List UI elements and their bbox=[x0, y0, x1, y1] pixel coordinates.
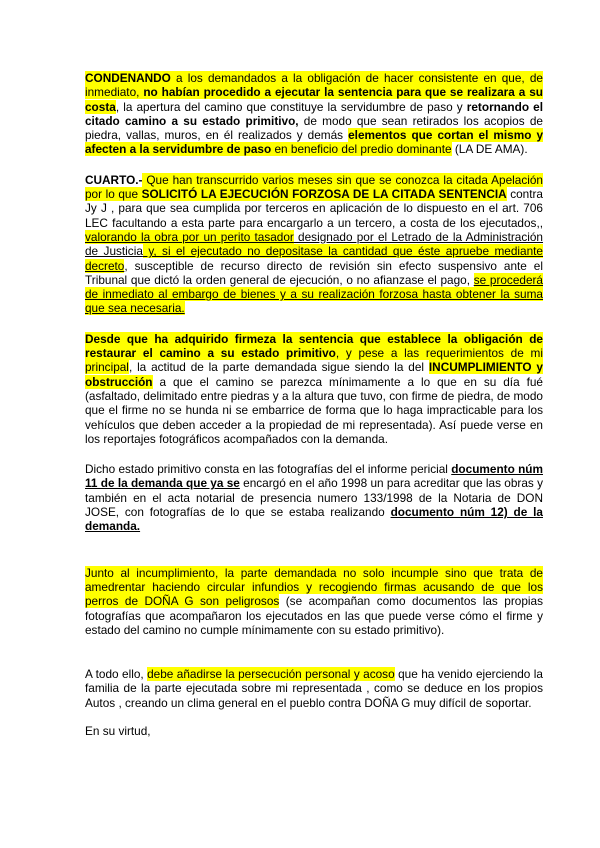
paragraph-cuarto bbox=[85, 173, 543, 316]
paragraph-estado-primitivo bbox=[85, 462, 543, 533]
text-span: documento núm 11 de la demanda que ya se bbox=[85, 462, 543, 491]
text-span: a que el camino se parezca mínimamente a lo que en su día fué (asfaltado, delimitado entre piedras y a la altura que tuvo, con firme de piedra, de modo que el firme no se hunda ni se embarrice de forma que lo haga impracticable para los vehículos que deben acceder a la propiedad de mi representada). Así puede verse en los reportajes fotográficos acompañados con la demanda. bbox=[85, 374, 543, 446]
text-span: (se acompañan como documentos las propias fotografías que acompañaron los ejecutados en las que puede verse cómo el firme y estado del camino no cumple mínimamente con su estado primitivo). bbox=[85, 594, 543, 637]
text-span: debe añadirse la persecución personal y acoso bbox=[147, 667, 395, 682]
text-span: encargó en el año 1998 un para acreditar que las obras y también en el acta notarial de presencia numero 133/1998 de la Notaria de DON JOSE, con fotografías de lo que se estaba realizando bbox=[85, 476, 544, 520]
text-span: en beneficio del predio dominante bbox=[271, 142, 452, 157]
text-span: , la actitud de la parte demandada sigue siendo la del bbox=[128, 360, 429, 375]
text-span: Desde que ha adquirido firmeza la sentencia que establece la obligación de restaurar el camino a su estado primitivo bbox=[85, 331, 543, 361]
text-span: no habían procedido a ejecutar la sentencia para que se realizara a su costa bbox=[85, 85, 543, 114]
paragraph-incumplimiento bbox=[85, 566, 543, 637]
text-span: que ha venido ejerciendo la familia de la parte ejecutada sobre mi representada , como se deduce en los propios Autos , creando un clima general en el pueblo contra DOÑA G muy difícil de soportar. bbox=[85, 667, 543, 710]
text-span: A todo ello, bbox=[85, 667, 148, 682]
text-span: En su virtud, bbox=[85, 723, 151, 738]
text-span: , susceptible de recurso directo de revisión sin efecto suspensivo ante el Tribunal que dictó la orden general de ejecución, o no afianzase el pago, bbox=[85, 258, 543, 287]
text-span: , la apertura del camino que constituye la servidumbre de paso y bbox=[115, 99, 467, 114]
text-span: retornando el citado camino a su estado primitivo, bbox=[85, 99, 543, 128]
text-span: Junto al incumplimiento, la parte demandada no solo incumple sino que trata de amedrentar haciendo circular infundios y recogiendo firmas acusando de que los perros de DOÑA G son peligrosos bbox=[85, 565, 543, 609]
document-page bbox=[85, 71, 543, 738]
paragraph-en-su-virtud bbox=[85, 724, 543, 738]
text-span: elementos que cortan el mismo y afecten a la servidumbre de paso bbox=[85, 128, 544, 157]
text-span: Que han transcurrido varios meses sin que se conozca la citada Apelación por lo que bbox=[85, 172, 543, 202]
text-span: SOLICITÓ LA EJECUCIÓN FORZOSA DE LA CITADA SENTENCIA bbox=[141, 187, 507, 202]
paragraph-firmeza bbox=[85, 332, 543, 446]
text-span: INCUMPLIMIENTO y obstrucción bbox=[85, 360, 543, 389]
text-span: se procederá de inmediato al embargo de bienes y a su realización forzosa hasta obtener la suma que sea necesaria. bbox=[85, 272, 543, 316]
paragraph-condenando bbox=[85, 71, 543, 157]
text-span: CONDENANDO bbox=[85, 71, 171, 85]
text-span: y, si el ejecutado no depositase la cantidad que éste apruebe mediante decreto bbox=[85, 244, 543, 273]
text-span: de modo que sean retirados los acopios de piedra, vallas, muros, en él realizados y demás bbox=[85, 113, 543, 143]
text-span: CUARTO.- bbox=[85, 172, 143, 187]
text-span: designado por el Letrado de la Administración de Justicia bbox=[85, 229, 543, 259]
text-span: documento núm 12) de la demanda. bbox=[85, 505, 543, 534]
text-span: contra Jy J , para que sea cumplida por terceros en aplicación de lo dispuesto en el art. 706 LEC facultando a esta parte para encargarlo a un tercero, a costa de los ejecutados,, bbox=[85, 187, 543, 230]
text-span: (LA DE AMA). bbox=[451, 142, 528, 157]
paragraph-persecucion bbox=[85, 667, 543, 710]
text-span: a los demandados a la obligación de hacer consistente en que, de inmediato, bbox=[85, 71, 543, 100]
text-span: Dicho estado primitivo consta en las fotografías del el informe pericial bbox=[85, 462, 452, 477]
text-span: , y pese a las requerimientos de mi principal bbox=[85, 346, 543, 375]
text-span: valorando la obra por un perito tasador bbox=[85, 229, 294, 244]
